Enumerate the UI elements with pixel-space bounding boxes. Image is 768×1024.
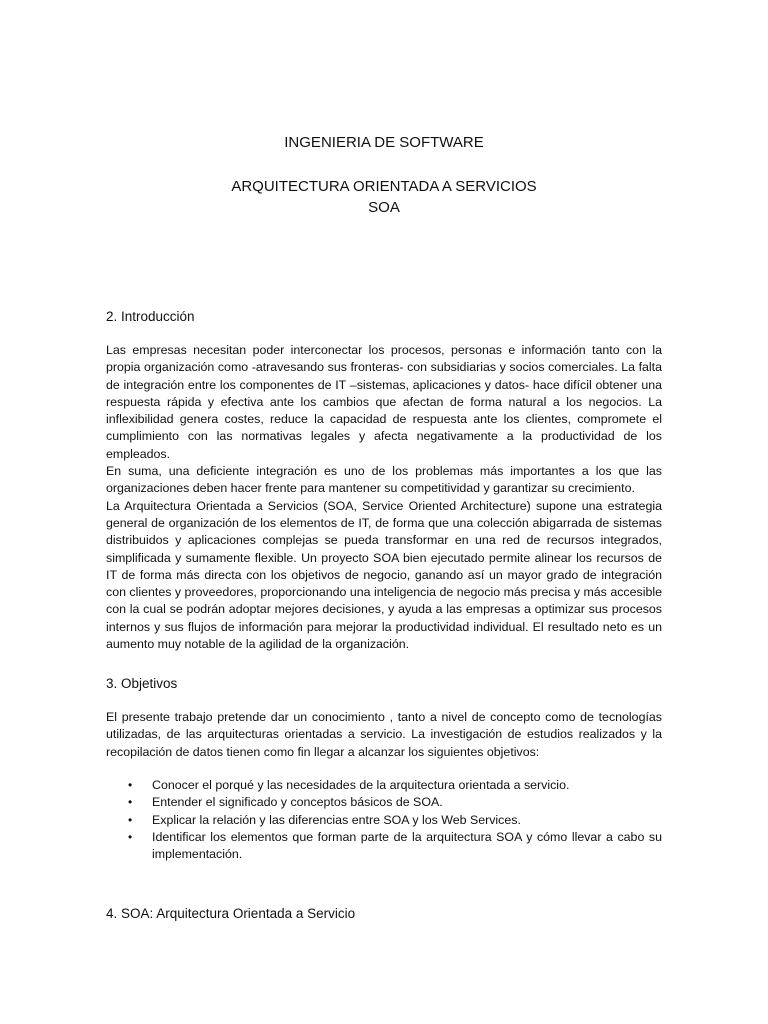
list-item-text: Entender el significado y conceptos básicos de SOA. [152,795,443,810]
document-subtitle-acronym: SOA [368,199,400,216]
list-item [106,794,662,811]
bullet-icon: • [128,829,133,844]
document-title: INGENIERIA DE SOFTWARE [284,134,484,151]
list-item-text: Conocer el porqué y las necesidades de la arquitectura orientada a servicio. [152,778,570,792]
section-heading-soa: 4. SOA: Arquitectura Orientada a Servicio [106,906,356,921]
section-heading-objetivos: 3. Objetivos [106,676,178,691]
paragraph: El presente trabajo pretende dar un conocimiento , tanto a nivel de concepto como de tecnologías utilizadas, de las arquitecturas orientadas a servicio. La investigación de estudios realizados y la recopilación de datos tienen como fin llegar a alcanzar los siguientes objetivos: [106,710,662,759]
paragraph: Las empresas necesitan poder interconectar los procesos, personas e información tanto con la propia organización como -atravesando sus fronteras- con subsidiarias y socios comerciales. La falta de integración entre los componentes de IT –sistemas, aplicaciones y datos- hace difícil obtener una respuesta rápida y efectiva ante los cambios que afectan de forma natural a los negocios. La inflexibilidad genera costes, reduce la capacidad de respuesta ante los clientes, compromete el cumplimiento con las normativas legales y afecta negativamente a la productividad de los empleados. [106,343,662,461]
section-body-introduccion [106,342,662,653]
list-item [106,777,662,794]
paragraph: En suma, una deficiente integración es uno de los problemas más importantes a los que las organizaciones deben hacer frente para mantener su competitividad y garantizar su crecimiento. [106,464,662,496]
list-item [106,812,662,829]
paragraph: La Arquitectura Orientada a Servicios (SOA, Service Oriented Architecture) supone una estrategia general de organización de los elementos de IT, de forma que una colección abigarrada de sistemas distribuidos y aplicaciones complejas se pueda transformar en una red de recursos integrados, simplificada y sumamente flexible. Un proyecto SOA bien ejecutado permite alinear los recursos de IT de forma más directa con los objetivos de negocio, ganando así un mayor grado de integración con clientes y proveedores, proporcionando una inteligencia de negocio más precisa y más accesible con la cual se podrán adoptar mejores decisiones, y ayuda a las empresas a optimizar sus procesos internos y sus flujos de información para mejorar la productividad individual. El resultado neto es un aumento muy notable de la agilidad de la organización. [106,498,662,652]
list-item [106,829,662,864]
list-item-text: Identificar los elementos que forman parte de la arquitectura SOA y cómo llevar a cabo su implementación. [152,829,662,862]
bullet-icon: • [128,778,133,792]
bullet-icon: • [128,795,133,810]
objectives-list [106,777,662,863]
bullet-icon: • [128,812,133,827]
list-item-text: Explicar la relación y las diferencias entre SOA y los Web Services. [152,812,521,827]
section-heading-introduccion: 2. Introducción [106,309,195,324]
document-subtitle: ARQUITECTURA ORIENTADA A SERVICIOS [231,178,537,195]
section-body-objetivos [106,709,662,761]
